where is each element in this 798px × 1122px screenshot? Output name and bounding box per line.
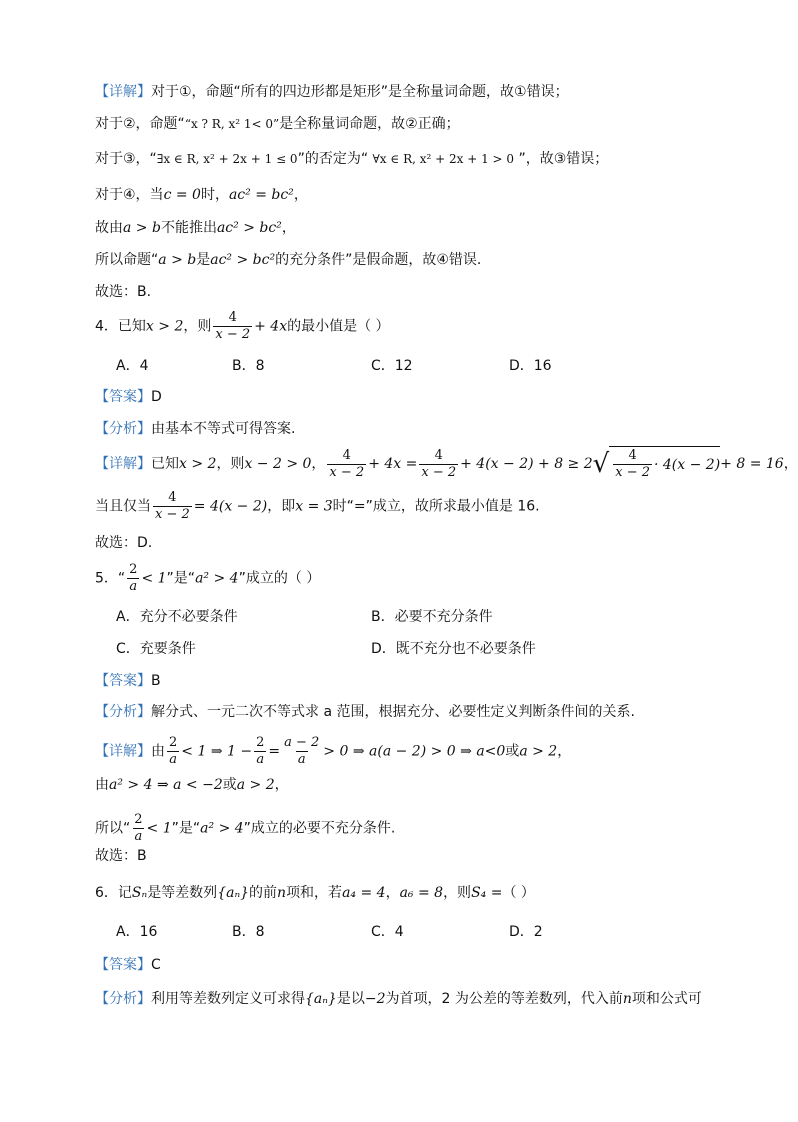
q4-choice-line: 故选：D. bbox=[95, 535, 153, 551]
answer-tag: 【答案】 bbox=[95, 673, 151, 689]
q5-choice-line: 故选：B bbox=[95, 848, 147, 864]
q5-analysis-line: 【分析】解分式、一元二次不等式求 a 范围，根据充分、必要性定义判断条件间的关系. bbox=[95, 704, 635, 720]
q4-detail-line-1: 【详解】已知x > 2，则x − 2 > 0， $\frac{4}{x - 2}$ + 4x = $\frac{4}{x - 2}$ + 4(x − 2) + 8 ≥ 2 √ $\frac{4}{x - 2}$ · 4(x − 2) + 8 = 16， bbox=[95, 447, 798, 480]
q6-stem: 6．记Sₙ是等差数列{aₙ}的前n项和，若a₄ = 4，a₆ = 8，则S₄ =（ ） bbox=[95, 885, 535, 901]
q5-detail-line-3: 所以“ $\frac{2}{a}$ < 1”是“a² > 4”成立的必要不充分条件. bbox=[95, 812, 396, 844]
q6-option-c: C．4 bbox=[371, 924, 404, 940]
square-root: √ $\frac{4}{x - 2}$ · 4(x − 2) bbox=[592, 448, 721, 480]
q5-option-c: C．充要条件 bbox=[116, 641, 196, 657]
q3-detail-line-2: 对于②，命题““x ? R, x² 1< 0”是全称量词命题，故②正确； bbox=[95, 116, 460, 132]
detail-tag: 【详解】 bbox=[95, 84, 151, 100]
q3-detail-line-3: 对于③，“∃x ∈ R, x² + 2x + 1 ≤ 0”的否定为“ ∀x ∈ R, x² + 2x + 1 > 0 ”，故③错误； bbox=[95, 151, 609, 167]
answer-tag: 【答案】 bbox=[95, 389, 151, 405]
q6-answer-line: 【答案】C bbox=[95, 957, 161, 973]
q3-choice-line: 故选：B. bbox=[95, 284, 152, 300]
q4-option-a: A．4 bbox=[116, 358, 149, 374]
detail-tag: 【详解】 bbox=[95, 743, 151, 760]
q5-stem: 5．“ $\frac{2}{a}$ < 1”是“a² > 4”成立的（ ） bbox=[95, 562, 321, 594]
answer-tag: 【答案】 bbox=[95, 957, 151, 973]
q3-detail-line-1: 【详解】对于①，命题“所有的四边形都是矩形”是全称量词命题，故①错误； bbox=[95, 84, 569, 100]
q4-fraction-2: $\frac{4}{x - 2}$ bbox=[421, 447, 457, 480]
q4-option-b: B．8 bbox=[232, 358, 265, 374]
q3-detail-line-4: 对于④，当c = 0时，ac² = bc²， bbox=[95, 187, 308, 203]
q4-option-d: D．16 bbox=[509, 358, 552, 374]
q5-detail-line-2: 由a² > 4 ⇒ a < −2或a > 2， bbox=[95, 777, 289, 793]
q4-fraction-3: $\frac{4}{x - 2}$ bbox=[615, 448, 650, 480]
q6-option-a: A．16 bbox=[116, 924, 158, 940]
detail-tag: 【详解】 bbox=[95, 456, 151, 472]
q4-stem-fraction: $\frac{4}{x - 2}$ bbox=[215, 310, 251, 342]
q6-option-d: D．2 bbox=[509, 924, 543, 940]
q4-answer-line: 【答案】D bbox=[95, 389, 162, 405]
q5-fraction-4: $\frac{2}{a}$ bbox=[134, 812, 143, 844]
q5-option-d: D．既不充分也不必要条件 bbox=[371, 641, 536, 657]
q5-answer-line: 【答案】B bbox=[95, 673, 161, 689]
q4-detail-line-2: 当且仅当 $\frac{4}{x - 2}$ = 4(x − 2)，即x = 3时“=”成立，故所求最小值是 16. bbox=[95, 490, 540, 522]
q5-fraction-3: $\frac{a - 2}{a}$ bbox=[284, 735, 320, 767]
analysis-tag: 【分析】 bbox=[95, 704, 151, 720]
q4-analysis-line: 【分析】由基本不等式可得答案. bbox=[95, 421, 296, 437]
q5-detail-line-1: 【详解】由 $\frac{2}{a}$ < 1 ⇒ 1 − $\frac{2}{a}$ = $\frac{a - 2}{a}$ > 0 ⇒ a(a − 2) > 0 ⇒ a<0或a > 2， bbox=[95, 735, 572, 767]
q5-fraction-2: $\frac{2}{a}$ bbox=[256, 735, 265, 767]
q4-fraction-4: $\frac{4}{x - 2}$ bbox=[155, 490, 190, 522]
q5-option-b: B．必要不充分条件 bbox=[371, 609, 493, 625]
q4-stem: 4．已知x > 2，则 $\frac{4}{x - 2}$ + 4x的最小值是（ ） bbox=[95, 310, 390, 342]
analysis-tag: 【分析】 bbox=[95, 421, 151, 437]
q6-analysis-line: 【分析】利用等差数列定义可求得{aₙ}是以−2为首项，2 为公差的等差数列，代入前n项和公式可 bbox=[95, 991, 702, 1007]
q4-fraction-1: $\frac{4}{x - 2}$ bbox=[329, 447, 365, 480]
q5-fraction-1: $\frac{2}{a}$ bbox=[169, 735, 178, 767]
q3-detail-line-6: 所以命题“a > b是ac² > bc²的充分条件”是假命题，故④错误. bbox=[95, 252, 482, 268]
q3-detail-line-5: 故由a > b不能推出ac² > bc²， bbox=[95, 220, 296, 236]
analysis-tag: 【分析】 bbox=[95, 991, 151, 1007]
q5-option-a: A．充分不必要条件 bbox=[116, 609, 238, 625]
q5-stem-fraction: $\frac{2}{a}$ bbox=[129, 562, 138, 594]
q4-option-c: C．12 bbox=[371, 358, 413, 374]
q6-option-b: B．8 bbox=[232, 924, 265, 940]
